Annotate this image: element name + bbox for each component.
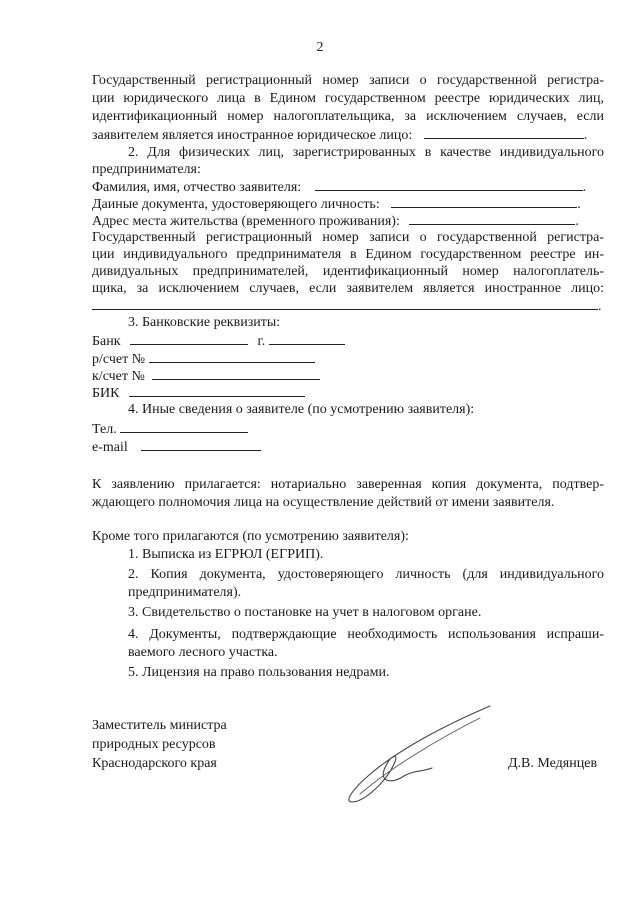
handwritten-signature	[330, 698, 500, 808]
tel-label: Тел.	[92, 422, 117, 437]
legal-line-4: заявителем является иностранное юридическое лицо: .	[92, 128, 588, 143]
signatory-position	[92, 716, 227, 773]
bank-blank[interactable]	[130, 332, 248, 345]
legal-line-3: идентификационный номер налогоплательщика, за исключением случаев, если	[92, 109, 604, 124]
tel-row	[92, 420, 604, 438]
city-label: г.	[257, 334, 266, 349]
other-heading: 4. Иные сведения о заявителе (по усмотрению заявителя):	[128, 402, 475, 417]
position-line-2: природных ресурсов	[92, 737, 216, 752]
doc-label: Даиные документа, удостоверяющего личность:	[92, 197, 380, 212]
bik-label: БИК	[92, 386, 120, 401]
tel-blank[interactable]	[120, 420, 248, 433]
ip-reg-blank-row: .	[92, 297, 604, 315]
extra-item-4-line-1: 4. Документы, подтверждающие необходимость использования испраши-	[128, 627, 604, 642]
extra-item-4-line-2: ваемого лесного участка.	[128, 645, 278, 660]
addr-label: Адрес места жительства (временного проживания):	[92, 214, 400, 229]
email-blank[interactable]	[141, 438, 261, 451]
ip-reg-line-4: щика, за исключением случаев, если заявителем является иностранное лицо:	[92, 281, 604, 296]
addr-blank[interactable]	[409, 212, 575, 225]
legal-line-4-text: заявителем является иностранное юридическое лицо:	[92, 128, 413, 143]
legal-blank[interactable]	[424, 126, 584, 139]
ip-reg-blank[interactable]	[92, 297, 598, 310]
page-number: 2	[316, 40, 324, 55]
ks-blank[interactable]	[152, 367, 320, 380]
signatory-name: Д.В. Медянцев	[508, 756, 598, 771]
ip-reg-line-3: дивидуальных предпринимателей, идентификационный номер налогоплатель-	[92, 264, 604, 279]
bank-label: Банк	[92, 334, 121, 349]
extra-item-3: 3. Свидетельство о постановке на учет в налоговом органе.	[128, 605, 482, 620]
position-line-1: Заместитель министра	[92, 718, 227, 733]
rs-label: р/счет №	[92, 352, 146, 367]
individual-heading-1: 2. Для физических лиц, зарегистрированных в качестве индивидуального	[128, 145, 604, 160]
ks-row	[92, 367, 604, 385]
bik-row	[92, 384, 604, 402]
ip-reg-line-2: ции индивидуального предпринимателя в Едином государственном реестре ин-	[92, 247, 604, 262]
email-label: e-mail	[92, 440, 128, 455]
city-blank[interactable]	[269, 332, 345, 345]
extra-item-2-line-1: 2. Копия документа, удостоверяющего личность (для индивидуального	[128, 567, 604, 582]
bank-heading: 3. Банковские реквизиты:	[128, 315, 281, 330]
extra-item-1: 1. Выписка из ЕГРЮЛ (ЕГРИП).	[128, 547, 324, 562]
fio-row: Фамилия, имя, отчество заявителя: .	[92, 180, 587, 195]
ks-label: к/счет №	[92, 369, 145, 384]
attach-line-2: ждающего полномочия лица на осуществление действий от имени заявителя.	[92, 495, 555, 510]
extra-intro: Кроме того прилагаются (по усмотрению заявителя):	[92, 529, 409, 544]
rs-blank[interactable]	[149, 350, 315, 363]
extra-item-2-line-2: предпринимателя).	[128, 585, 242, 600]
extra-item-5: 5. Лицензия на право пользования недрами.	[128, 665, 390, 680]
fio-blank[interactable]	[315, 178, 583, 191]
ip-reg-line-1: Государственный регистрационный номер записи о государственной регистра-	[92, 230, 604, 245]
bank-row	[92, 332, 604, 350]
doc-row: Даиные документа, удостоверяющего личность: .	[92, 197, 581, 212]
bik-blank[interactable]	[129, 384, 305, 397]
email-row	[92, 438, 604, 456]
doc-blank[interactable]	[391, 195, 577, 208]
position-line-3: Краснодарского края	[92, 756, 217, 771]
legal-line-2: ции юридического лица в Едином государственном реестре юридических лиц,	[92, 91, 604, 106]
individual-heading-2: предпринимателя:	[92, 162, 201, 177]
legal-line-1: Государственный регистрационный номер записи о государственной регистра-	[92, 73, 604, 88]
attach-line-1: К заявлению прилагается: нотариально заверенная копия документа, подтвер-	[92, 477, 604, 492]
rs-row	[92, 350, 604, 368]
addr-row: Адрес места жительства (временного проживания): .	[92, 214, 579, 229]
fio-label: Фамилия, имя, отчество заявителя:	[92, 180, 302, 195]
